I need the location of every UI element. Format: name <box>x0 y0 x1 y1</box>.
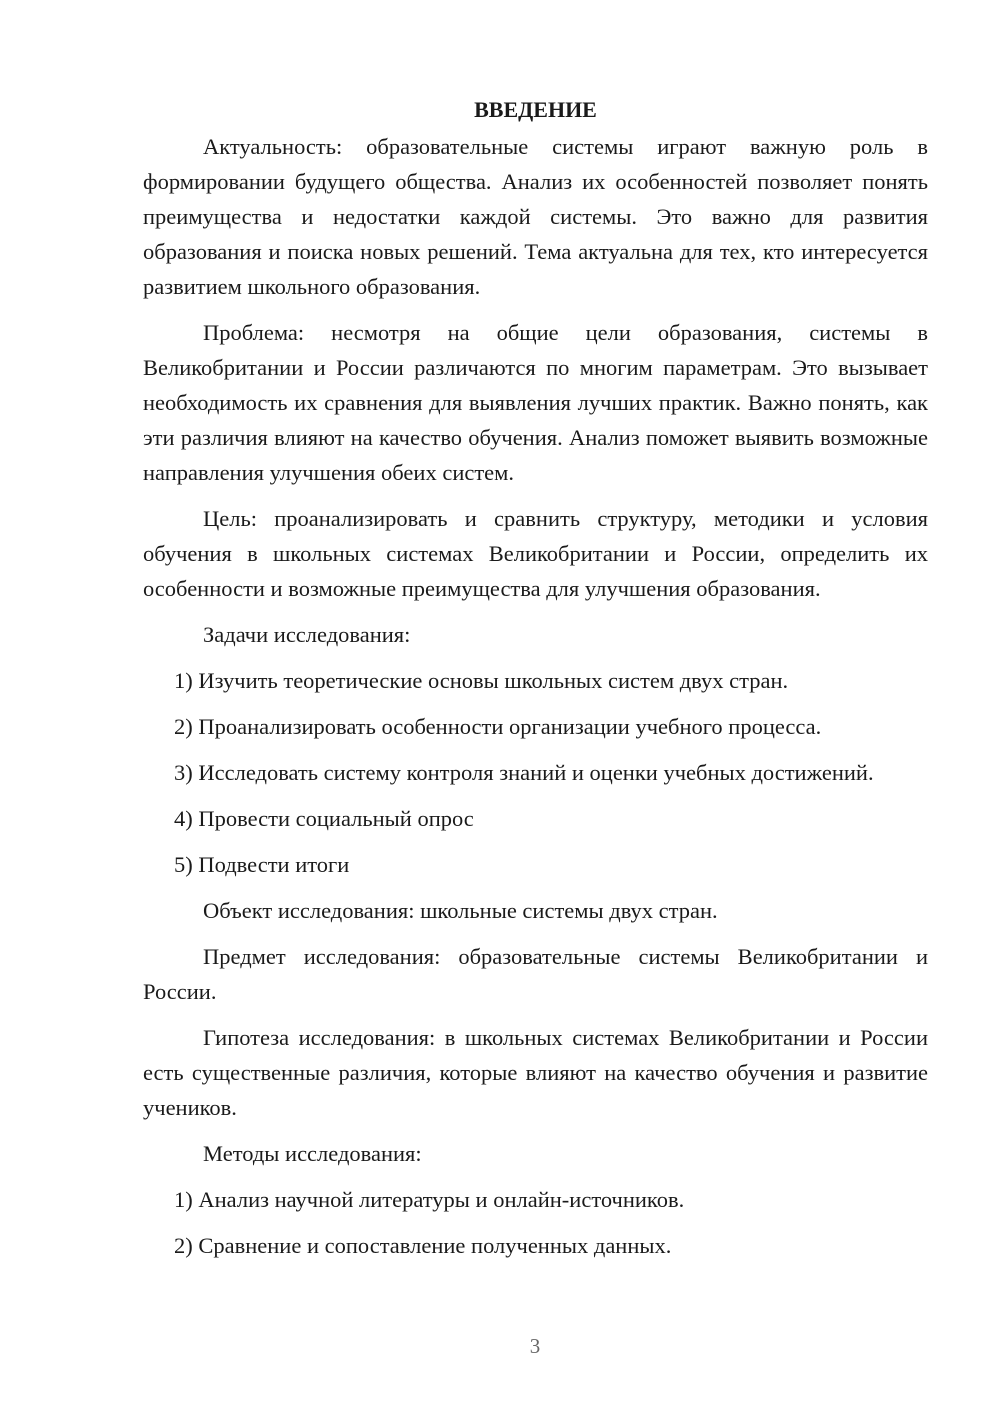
paragraph-subject: Предмет исследования: образовательные системы Великобритании и России. <box>143 944 928 1004</box>
section-title: ВВЕДЕНИЕ <box>474 97 597 122</box>
task-item-3: 3) Исследовать систему контроля знаний и оценки учебных достижений. <box>174 760 874 785</box>
task-item-4: 4) Провести социальный опрос <box>174 806 474 831</box>
paragraph-object: Объект исследования: школьные системы двух стран. <box>203 898 718 923</box>
method-item-1: 1) Анализ научной литературы и онлайн-источников. <box>174 1187 685 1212</box>
method-item-2: 2) Сравнение и сопоставление полученных данных. <box>174 1233 672 1258</box>
task-item-5: 5) Подвести итоги <box>174 852 350 877</box>
document-page <box>143 95 928 1274</box>
paragraph-relevance: Актуальность: образовательные системы играют важную роль в формировании будущего общества. Анализ их особенностей позволяет понять преимущества и недостатки каждой системы. Это важно для развития образования и поиска новых решений. Тема актуальна для тех, кто интересуется развитием школьного образования. <box>143 134 928 299</box>
tasks-heading: Задачи исследования: <box>203 622 411 647</box>
task-item-1: 1) Изучить теоретические основы школьных систем двух стран. <box>174 668 789 693</box>
paragraph-problem: Проблема: несмотря на общие цели образования, системы в Великобритании и России различаются по многим параметрам. Это вызывает необходимость их сравнения для выявления лучших практик. Важно понять, как эти различия влияют на качество обучения. Анализ поможет выявить возможные направления улучшения обеих систем. <box>143 320 928 485</box>
task-item-2: 2) Проанализировать особенности организации учебного процесса. <box>174 714 822 739</box>
page-number: 3 <box>529 1334 541 1358</box>
paragraph-goal: Цель: проанализировать и сравнить структуру, методики и условия обучения в школьных системах Великобритании и России, определить их особенности и возможные преимущества для улучшения образования. <box>143 506 928 601</box>
methods-heading: Методы исследования: <box>203 1141 422 1166</box>
paragraph-hypothesis: Гипотеза исследования: в школьных системах Великобритании и России есть существенные различия, которые влияют на качество обучения и развитие учеников. <box>143 1025 928 1120</box>
